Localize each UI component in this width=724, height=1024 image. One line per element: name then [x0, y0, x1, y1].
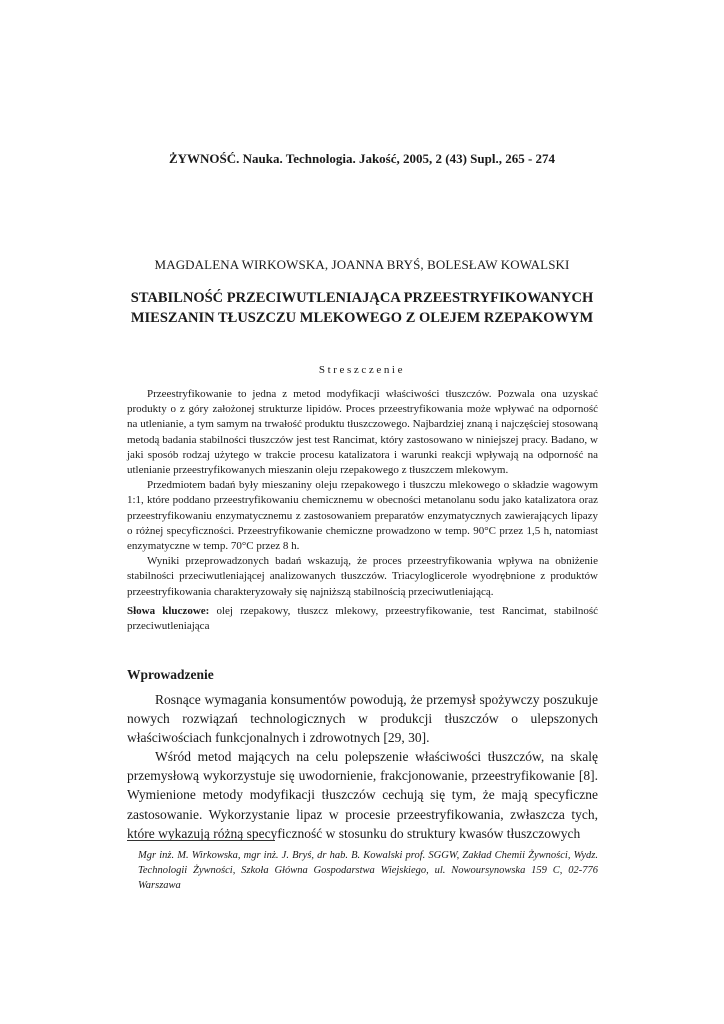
abstract [127, 387, 598, 600]
authors-line: MAGDALENA WIRKOWSKA, JOANNA BRYŚ, BOLESŁAW KOWALSKI [154, 257, 570, 272]
abstract-paragraph: Przeestryfikowanie to jedna z metod modyfikacji właściwości tłuszczów. Pozwala ona uzyskać produkty o z góry założonej strukturze lipidów. Proces przeestryfikowania może wpływać na odporność na utlenianie, a tym samym na trwałość produktu tłuszczowego. Najbardziej znaną i najczęściej stosowaną metodą badania stabilności tłuszczów jest test Rancimat, który zastosowano w niniejszej pracy. Badano, w jaki sposób rodzaj użytego w trakcie procesu katalizatora i warunki reakcji wpływają na odporność na utlenianie przeestryfikowanych mieszanin oleju rzepakowego z tłuszczem mlekowym. [127, 388, 598, 477]
abstract-paragraph: Przedmiotem badań były mieszaniny oleju rzepakowego i tłuszczu mlekowego o składzie wagowym 1:1, które poddano przeestryfikowaniu chemicznemu w obecności metanolanu sodu jako katalizatora oraz przeestryfikowaniu enzymatycznemu z zastosowaniem preparatów enzymatycznych zawierających lipazy o różnej specyficzności. Przeestryfikowanie chemiczne prowadzono w temp. 90°C przez 1,5 h, natomiast enzymatyczne w temp. 70°C przez 8 h. [127, 479, 598, 553]
keywords-label: Słowa kluczowe: [127, 605, 210, 617]
keywords-text: olej rzepakowy, tłuszcz mlekowy, przeestryfikowanie, test Rancimat, stabilność przeciwutleniająca [127, 605, 598, 633]
abstract-paragraph: Wyniki przeprowadzonych badań wskazują, że proces przeestryfikowania wpływa na obniżenie stabilności przeciwutleniającej analizowanych tłuszczów. Triacyloglicerole wyodrębnione z produktów przeestryfikowania charakteryzowały się najniższą stabilnością przeciwutleniającą. [127, 555, 598, 598]
title-line-1: STABILNOŚĆ PRZECIWUTLENIAJĄCA PRZEESTRYFIKOWANYCH [130, 290, 594, 306]
body-paragraph: Wśród metod mających na celu polepszenie właściwości tłuszczów, na skalę przemysłową wykorzystuje się uwodornienie, frakcjonowanie, przeestryfikowanie [8]. Wymienione metody modyfikacji tłuszczów cechują się tym, że mają specyficzne zastosowanie. Wykorzystanie lipaz w procesie przeestryfikowania, zwłaszcza tych, które wykazują różną specyficzność w stosunku do struktury kwasów tłuszczowych [127, 749, 598, 841]
author-affiliation-footnote: Mgr inż. M. Wirkowska, mgr inż. J. Bryś, dr hab. B. Kowalski prof. SGGW, Zakład Chemii Żywności, Wydz. Technologii Żywności, Szkoła Główna Gospodarstwa Wiejskiego, ul. Nowoursynowska 159 C, 02-776 Warszawa [138, 850, 598, 891]
footnote-divider [127, 840, 275, 841]
title-line-2: MIESZANIN TŁUSZCZU MLEKOWEGO Z OLEJEM RZEPAKOWYM [130, 310, 594, 326]
section-body [127, 690, 598, 843]
keywords [127, 604, 598, 634]
abstract-heading: Streszczenie [318, 364, 406, 376]
journal-header: ŻYWNOŚĆ. Nauka. Technologia. Jakość, 2005, 2 (43) Supl., 265 - 274 [168, 151, 556, 166]
body-paragraph: Rosnące wymagania konsumentów powodują, że przemysł spożywczy poszukuje nowych rozwiązań technologicznych w produkcji tłuszczów o ulepszonych właściwościach funkcjonalnych i zdrowotnych [29, 30]. [127, 692, 598, 746]
section-heading: Wprowadzenie [127, 667, 214, 682]
article-title [0, 288, 724, 328]
